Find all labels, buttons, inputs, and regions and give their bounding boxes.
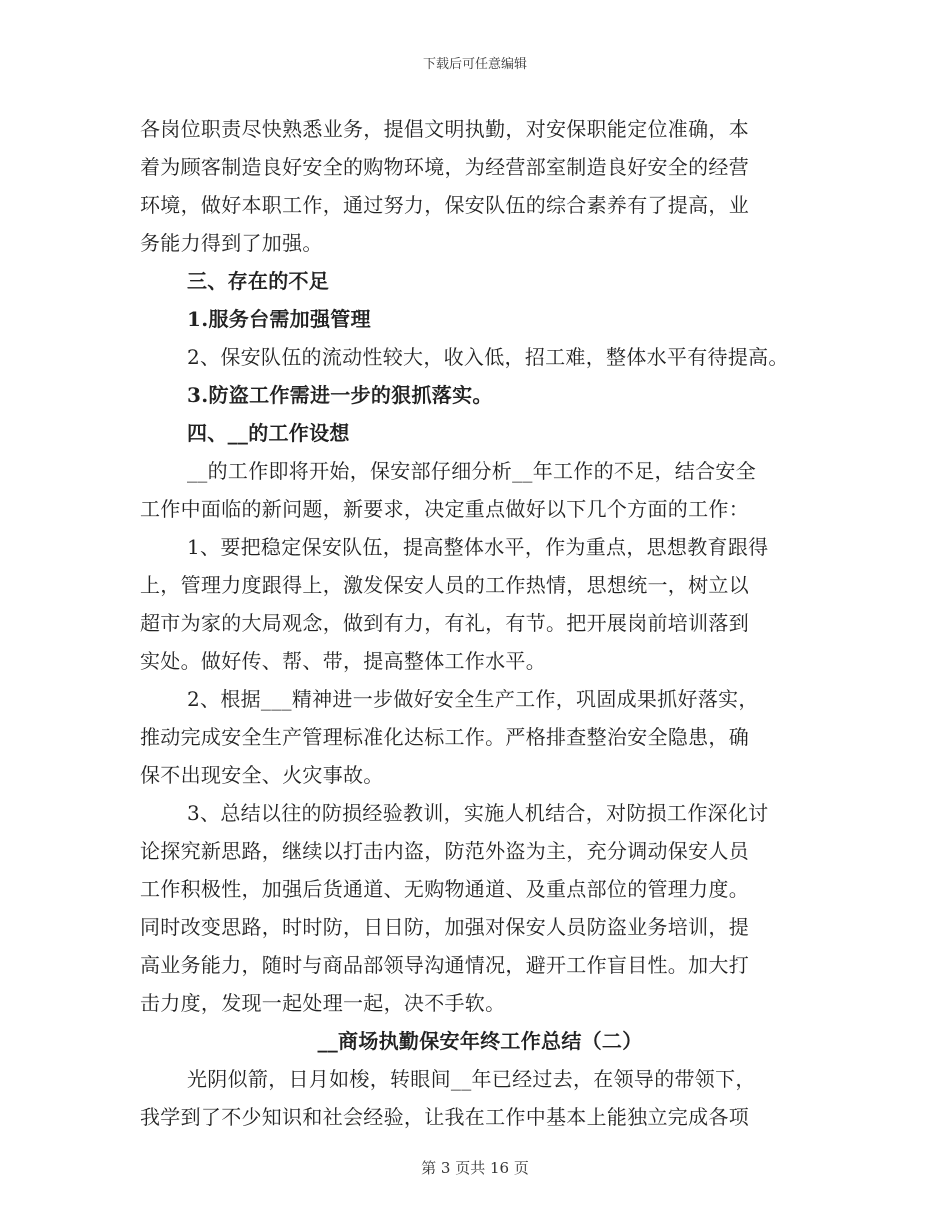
text-line: 推动完成安全生产管理标准化达标工作。严格排查整治安全隐患，确 [140,725,749,749]
text-line: 实处。做好传、帮、带，提高整体工作水平。 [140,649,546,673]
section-heading: 1.服务台需加强管理 [187,307,371,331]
section-heading: 3.防盗工作需进一步的狠抓落实。 [187,383,493,407]
text-line: 2、根据___精神进一步做好安全生产工作，巩固成果抓好落实， [187,687,759,711]
text-line: 务能力得到了加强。 [140,231,323,255]
text-line: 超市为家的大局观念，做到有力，有礼，有节。把开展岗前培训落到 [140,611,749,635]
section-title: __商场执勤保安年终工作总结（二） [317,1029,643,1053]
text-line: 上，管理力度跟得上，激发保安人员的工作热情，思想统一，树立以 [140,573,749,597]
page-footer: 第 3 页共 16 页 [421,1159,529,1177]
text-line: 1、要把稳定保安队伍，提高整体水平，作为重点，思想教育跟得 [187,535,769,559]
text-line: __的工作即将开始，保安部仔细分析__年工作的不足，结合安全 [187,459,756,483]
text-line: 保不出现安全、火灾事故。 [140,763,384,787]
text-line: 环境，做好本职工作，通过努力，保安队伍的综合素养有了提高，业 [140,193,749,217]
text-line: 同时改变思路，时时防，日日防，加强对保安人员防盗业务培训，提 [140,915,749,939]
text-line: 3、总结以往的防损经验教训，实施人机结合，对防损工作深化讨 [187,801,769,825]
text-line: 各岗位职责尽快熟悉业务，提倡文明执勤，对安保职能定位准确，本 [140,117,749,141]
text-line: 击力度，发现一起处理一起，决不手软。 [140,991,506,1015]
document-body [140,110,820,1136]
section-heading: 四、__的工作设想 [187,421,350,445]
text-line: 着为顾客制造良好安全的购物环境，为经营部室制造良好安全的经营 [140,155,749,179]
text-line: 高业务能力，随时与商品部领导沟通情况，避开工作盲目性。加大打 [140,953,749,977]
text-line: 2、保安队伍的流动性较大，收入低，招工难，整体水平有待提高。 [187,345,789,369]
text-line: 光阴似箭，日月如梭，转眼间__年已经过去，在领导的带领下， [187,1067,756,1091]
text-line: 我学到了不少知识和社会经验，让我在工作中基本上能独立完成各项 [140,1105,749,1129]
text-line: 工作中面临的新问题，新要求，决定重点做好以下几个方面的工作： [140,497,749,521]
text-line: 工作积极性，加强后货通道、无购物通道、及重点部位的管理力度。 [140,877,749,901]
text-line: 论探究新思路，继续以打击内盗，防范外盗为主，充分调动保安人员 [140,839,749,863]
section-heading: 三、存在的不足 [187,269,330,293]
page-header: 下载后可任意编辑 [422,57,527,72]
